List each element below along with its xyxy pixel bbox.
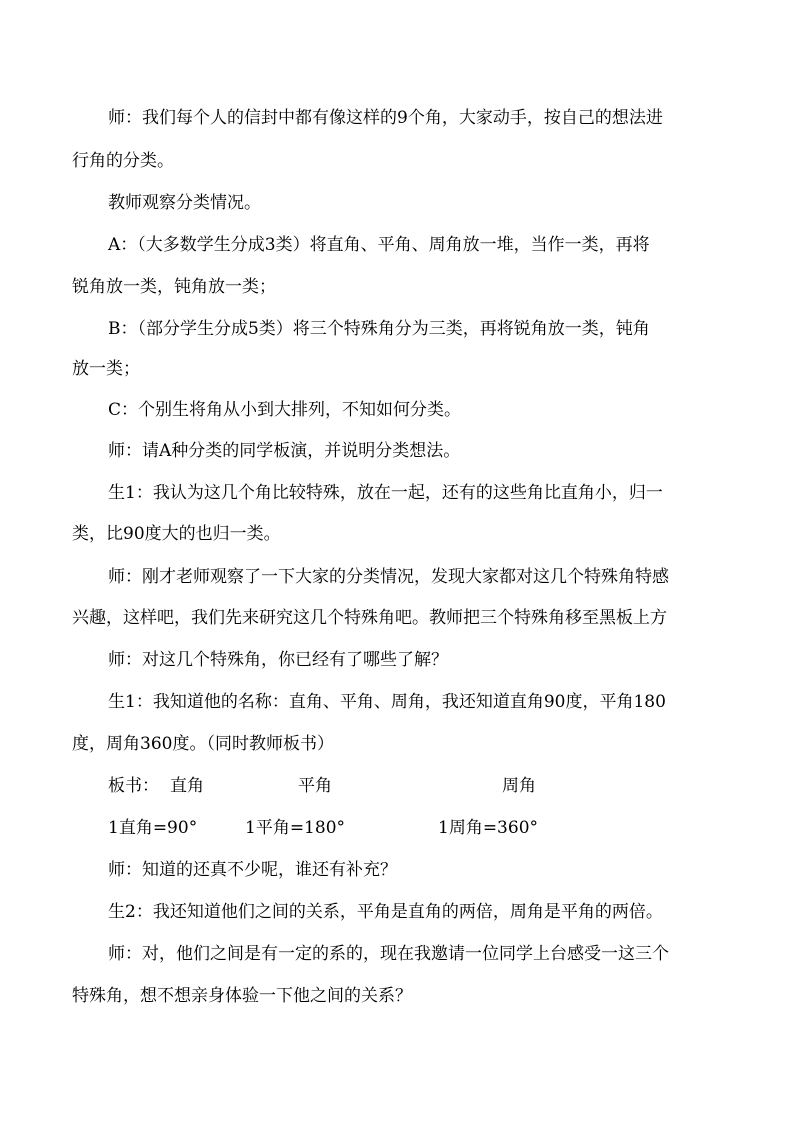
paragraph-5-line-1: C：个别生将角从小到大排列，不知如何分类。	[108, 400, 462, 420]
paragraph-3-line-1: A：（大多数学生分成3类）将直角、平角、周角放一堆，当作一类，再将	[108, 235, 650, 255]
paragraph-6-line-1: 师：请A种分类的同学板演，并说明分类想法。	[108, 441, 461, 461]
board-name-full-angle: 周角	[502, 776, 536, 796]
board-value-straight-angle: 1平角=180°	[245, 818, 346, 838]
paragraph-11-line-1: 师：知道的还真不少呢，谁还有补充？	[108, 860, 397, 880]
paragraph-10-line-2: 度，周角360度。（同时教师板书）	[72, 734, 334, 754]
board-label: 板书：	[108, 776, 159, 796]
paragraph-13-line-1: 师：对，他们之间是有一定的系的，现在我邀请一位同学上台感受一这三个	[108, 944, 669, 964]
paragraph-1-line-1: 师：我们每个人的信封中都有像这样的9个角，大家动手，按自己的想法进	[108, 108, 663, 128]
paragraph-3-line-2: 锐角放一类，钝角放一类；	[72, 277, 276, 297]
paragraph-10-line-1: 生1：我知道他的名称：直角、平角、周角，我还知道直角90度，平角180	[108, 692, 666, 712]
paragraph-4-line-2: 放一类；	[72, 359, 140, 379]
board-value-full-angle: 1周角=360°	[438, 818, 539, 838]
board-value-right-angle: 1直角=90°	[108, 818, 198, 838]
board-name-right-angle: 直角	[170, 776, 204, 796]
paragraph-12-line-1: 生2：我还知道他们之间的关系，平角是直角的两倍，周角是平角的两倍。	[108, 902, 663, 922]
paragraph-7-line-2: 类，比90度大的也归一类。	[72, 524, 281, 544]
paragraph-8-line-1: 师：刚才老师观察了一下大家的分类情况，发现大家都对这几个特殊角特感	[108, 567, 669, 587]
board-name-straight-angle: 平角	[298, 776, 332, 796]
paragraph-4-line-1: B：（部分学生分成5类）将三个特殊角分为三类，再将锐角放一类，钝角	[108, 319, 650, 339]
paragraph-13-line-2: 特殊角，想不想亲身体验一下他之间的关系？	[72, 986, 412, 1006]
paragraph-1-line-2: 行角的分类。	[72, 151, 174, 171]
paragraph-2-line-1: 教师观察分类情况。	[108, 193, 261, 213]
paragraph-9-line-1: 师：对这几个特殊角，你已经有了哪些了解？	[108, 650, 448, 670]
paragraph-7-line-1: 生1：我认为这几个角比较特殊，放在一起，还有的这些角比直角小，归一	[108, 483, 663, 503]
paragraph-8-line-2: 兴趣，这样吧，我们先来研究这几个特殊角吧。教师把三个特殊角移至黑板上方	[72, 608, 667, 628]
